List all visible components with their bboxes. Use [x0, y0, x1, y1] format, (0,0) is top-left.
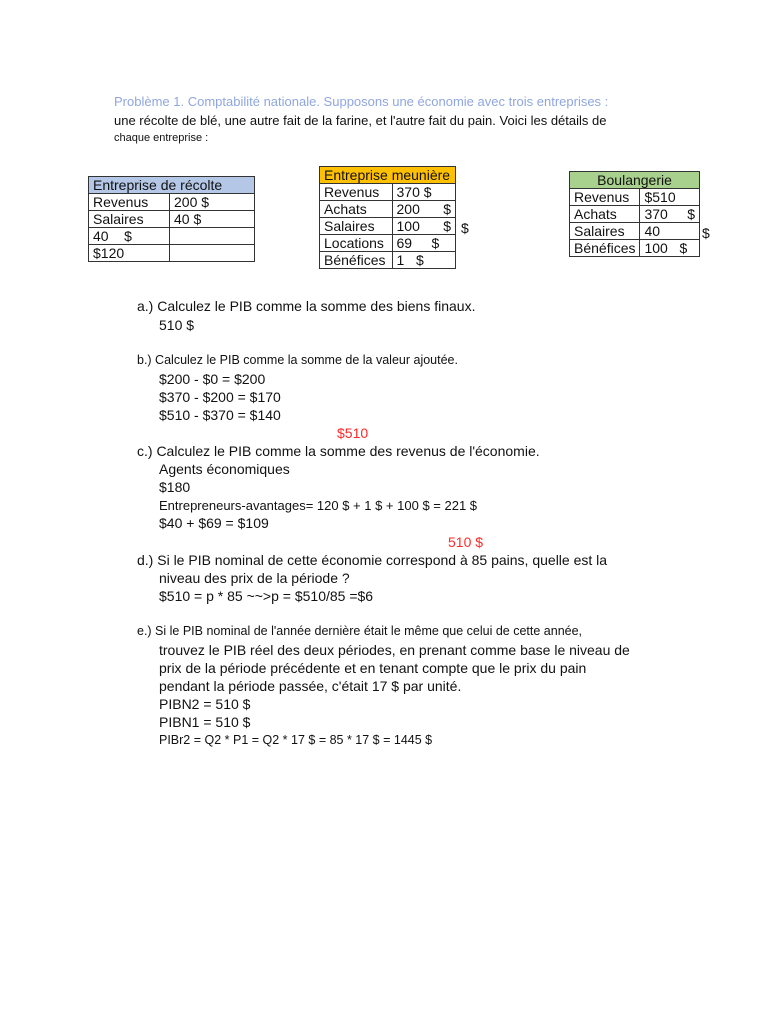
question-e-cont: prix de la période précédente et en tenant compte que le prix du pain: [159, 660, 587, 676]
table-cell: Locations: [320, 235, 393, 252]
table-cell: 40 $: [170, 211, 255, 228]
question-d: d.) Si le PIB nominal de cette économie correspond à 85 pains, quelle est la: [137, 552, 608, 568]
question-d-cont: niveau des prix de la période ?: [159, 570, 350, 586]
answer-d: $510 = p * 85 ~~>p = $510/85 =$6: [159, 588, 374, 604]
answer-b-line: $510 - $370 = $140: [159, 407, 281, 423]
table-row: [570, 206, 700, 223]
table-cell: Bénéfices: [320, 252, 393, 269]
table-header: Entreprise de récolte: [89, 177, 255, 194]
answer-c-total: 510 $: [448, 534, 484, 550]
table-header: Boulangerie: [570, 172, 700, 189]
answer-e-line: PIBN2 = 510 $: [159, 696, 251, 712]
table-cell: Achats: [570, 206, 640, 223]
table-cell: Achats: [320, 201, 393, 218]
answer-c-line: $180: [159, 479, 191, 495]
stray-dollar-sign: $: [702, 225, 710, 241]
table-cell: 69 $: [392, 235, 455, 252]
question-a: a.) Calculez le PIB comme la somme des biens finaux.: [137, 298, 476, 314]
table-cell: 40: [640, 223, 700, 240]
answer-e-line: PIBN1 = 510 $: [159, 714, 251, 730]
table-cell: 370 $: [640, 206, 700, 223]
table-row: [320, 235, 456, 252]
table-cell: Bénéfices: [570, 240, 640, 257]
table-entreprise-recolte: [88, 176, 255, 262]
table-cell: $120: [89, 245, 170, 262]
question-b: b.) Calculez le PIB comme la somme de la valeur ajoutée.: [137, 353, 458, 367]
table-cell: 100 $: [392, 218, 455, 235]
table-row: [89, 245, 255, 262]
table-entreprise-meuniere: [319, 166, 456, 269]
table-row: [570, 189, 700, 206]
table-cell: 200 $: [170, 194, 255, 211]
table-cell: Revenus: [570, 189, 640, 206]
question-e-cont: pendant la période passée, c'était 17 $ par unité.: [159, 678, 462, 694]
answer-e-last: PIBr2 = Q2 * P1 = Q2 * 17 $ = 85 * 17 $ = 1445 $: [159, 733, 433, 747]
table-cell: 370 $: [392, 184, 455, 201]
question-e-cont: trouvez le PIB réel des deux périodes, en prenant comme base le niveau de: [159, 642, 630, 658]
table-boulangerie: [569, 171, 700, 257]
answer-a: 510 $: [159, 317, 195, 333]
table-cell: Salaires: [570, 223, 640, 240]
table-cell: Salaires: [320, 218, 393, 235]
table-cell: 200 $: [392, 201, 455, 218]
table-cell: Revenus: [89, 194, 170, 211]
table-cell: 100 $: [640, 240, 700, 257]
table-cell: 40 $: [89, 228, 170, 245]
answer-c-line: $40 + $69 = $109: [159, 515, 269, 531]
table-row: [89, 194, 255, 211]
question-c: c.) Calculez le PIB comme la somme des revenus de l'économie.: [137, 443, 540, 459]
table-row: [570, 223, 700, 240]
table-row: [320, 201, 456, 218]
table-row: [320, 218, 456, 235]
answer-b-line: $200 - $0 = $200: [159, 371, 266, 387]
table-cell: [170, 245, 255, 262]
table-cell: Salaires: [89, 211, 170, 228]
table-cell: $510: [640, 189, 700, 206]
table-cell: 1 $: [392, 252, 455, 269]
table-row: [570, 240, 700, 257]
answer-b-line: $370 - $200 = $170: [159, 389, 281, 405]
problem-title: Problème 1. Comptabilité nationale. Supposons une économie avec trois entreprises :: [114, 94, 609, 109]
problem-description-end: chaque entreprise :: [114, 132, 209, 144]
table-header: Entreprise meunière: [320, 167, 456, 184]
question-e: e.) Si le PIB nominal de l'année dernière était le même que celui de cette année,: [137, 624, 583, 638]
answer-c-line: Agents économiques: [159, 461, 290, 477]
problem-description: une récolte de blé, une autre fait de la farine, et l'autre fait du pain. Voici les détails de: [114, 113, 607, 128]
table-row: [320, 252, 456, 269]
table-row: [320, 184, 456, 201]
table-cell: Revenus: [320, 184, 393, 201]
answer-c-line: Entrepreneurs-avantages= 120 $ + 1 $ + 100 $ = 221 $: [159, 498, 478, 513]
answer-b-total: $510: [337, 425, 369, 441]
table-cell: [170, 228, 255, 245]
table-row: [89, 228, 255, 245]
stray-dollar-sign: $: [461, 220, 469, 236]
table-row: [89, 211, 255, 228]
